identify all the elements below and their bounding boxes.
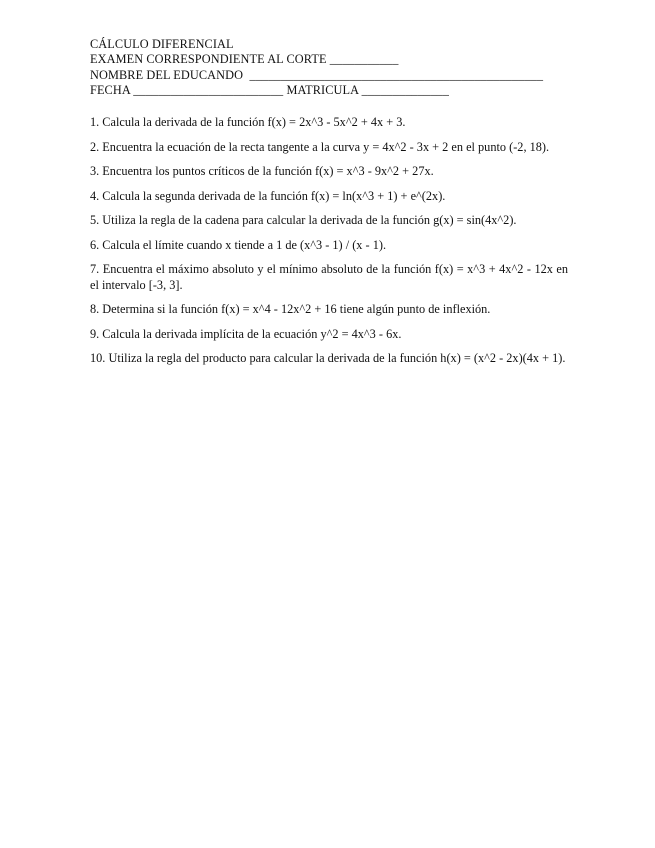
question-2: 2. Encuentra la ecuación de la recta tangente a la curva y = 4x^2 - 3x + 2 en el punto (-2, 18).: [90, 139, 550, 154]
question-1: 1. Calcula la derivada de la función f(x) = 2x^3 - 5x^2 + 4x + 3.: [90, 115, 406, 130]
question-8: 8. Determina si la función f(x) = x^4 - 12x^2 + 16 tiene algún punto de inflexión.: [90, 302, 491, 317]
question-9: 9. Calcula la derivada implícita de la ecuación y^2 = 4x^3 - 6x.: [90, 326, 402, 341]
student-name-line: NOMBRE DEL EDUCANDO _______________________________________________: [90, 67, 544, 82]
question-5: 5. Utiliza la regla de la cadena para calcular la derivada de la función g(x) = sin(4x^2).: [90, 213, 517, 228]
question-7: 7. Encuentra el máximo absoluto y el mínimo absoluto de la función f(x) = x^3 + 4x^2 - 12x en el intervalo [-3, 3].: [90, 262, 568, 292]
question-list: [90, 115, 568, 367]
date-id-line: FECHA ________________________ MATRICULA ______________: [90, 82, 450, 97]
exam-page: [90, 37, 568, 376]
question-6: 6. Calcula el límite cuando x tiende a 1 de (x^3 - 1) / (x - 1).: [90, 237, 387, 252]
subject-title: CÁLCULO DIFERENCIAL: [90, 37, 234, 51]
exam-header: [90, 37, 568, 98]
question-10: 10. Utiliza la regla del producto para calcular la derivada de la función h(x) = (x^2 - 2x)(4x + 1).: [90, 351, 566, 366]
question-4: 4. Calcula la segunda derivada de la función f(x) = ln(x^3 + 1) + e^(2x).: [90, 188, 446, 203]
question-3: 3. Encuentra los puntos críticos de la función f(x) = x^3 - 9x^2 + 27x.: [90, 164, 434, 179]
exam-cut-line: EXAMEN CORRESPONDIENTE AL CORTE ___________: [90, 52, 399, 67]
